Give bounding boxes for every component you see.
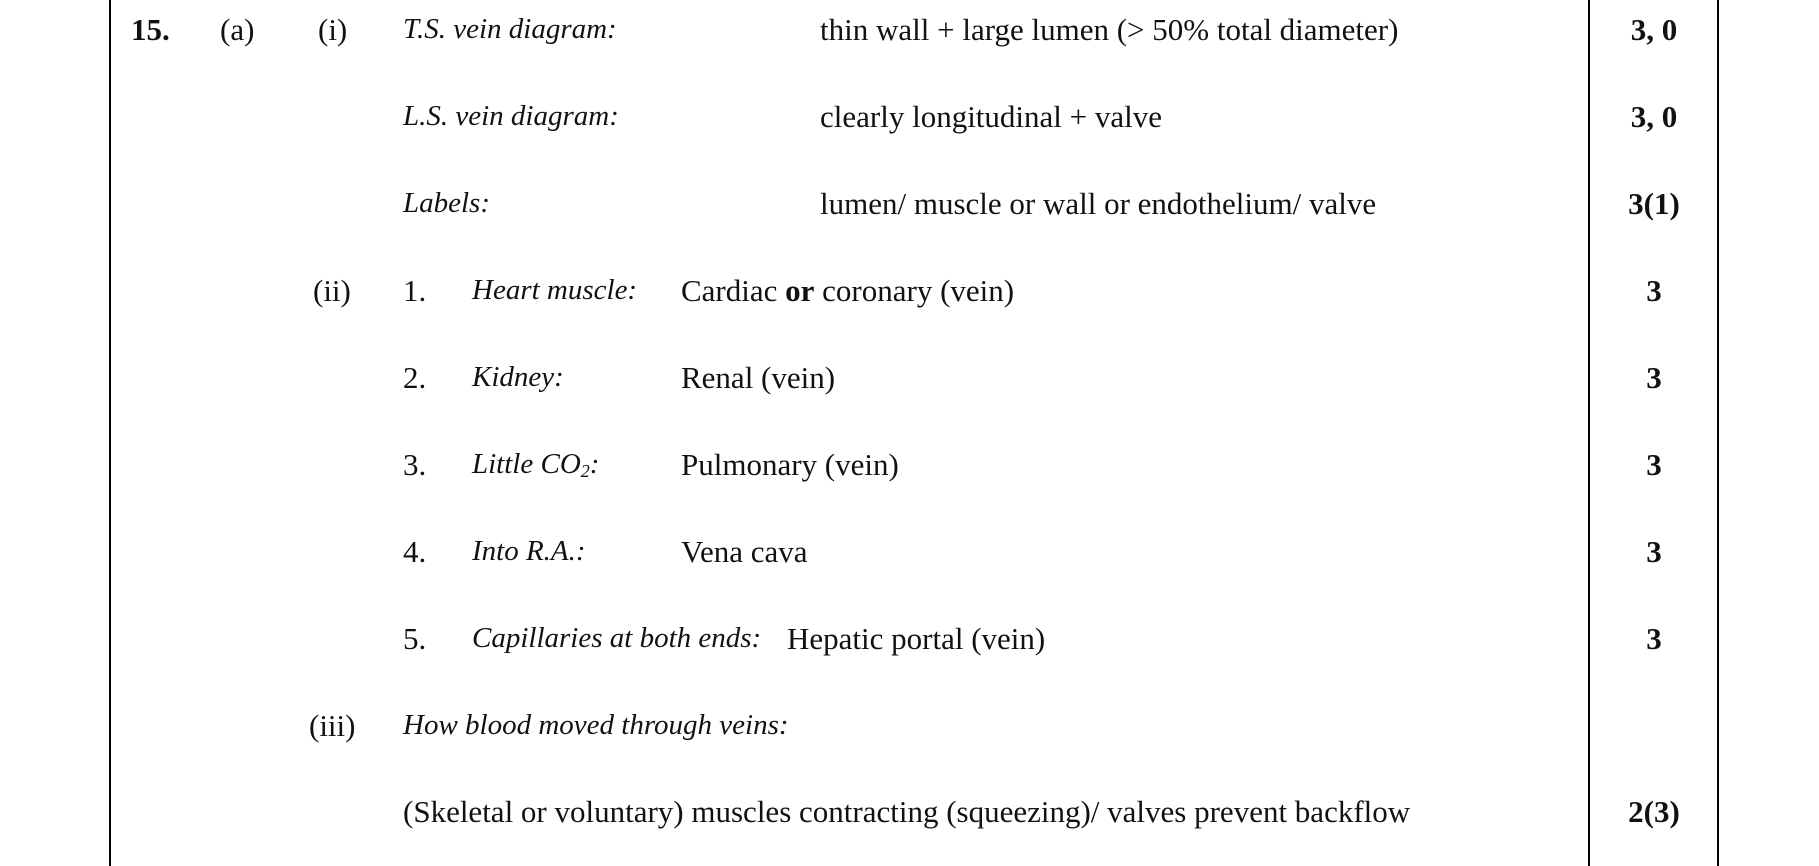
item-3-answer: Pulmonary (vein) — [681, 447, 899, 482]
item-1-answer-or: or — [785, 273, 815, 308]
item-2-answer: Renal (vein) — [681, 360, 836, 395]
ts-vein-prompt: T.S. vein diagram: — [403, 13, 617, 45]
blood-movement-answer: (Skeletal or voluntary) muscles contracting (squeezing)/ valves prevent backflow — [403, 794, 1411, 829]
item-1-number: 1. — [403, 273, 427, 308]
item-1-answer-a: Cardiac — [681, 273, 786, 308]
ts-vein-answer: thin wall + large lumen (> 50% total diameter) — [820, 12, 1399, 47]
ls-vein-mark: 3, 0 — [1630, 99, 1678, 134]
item-1-mark: 3 — [1646, 273, 1662, 308]
labels-mark: 3(1) — [1628, 186, 1680, 221]
item-5-mark: 3 — [1646, 621, 1662, 656]
item-5-prompt: Capillaries at both ends: — [472, 622, 762, 654]
subpart-iii-label: (iii) — [309, 708, 356, 743]
subpart-ii-label: (ii) — [313, 273, 351, 308]
item-4-mark: 3 — [1646, 534, 1662, 569]
item-5-answer: Hepatic portal (vein) — [787, 621, 1046, 656]
ls-vein-prompt: L.S. vein diagram: — [403, 100, 619, 132]
question-part: (a) — [220, 12, 255, 47]
question-number: 15. — [131, 12, 170, 47]
item-1-answer — [681, 275, 1014, 306]
table-left-border — [109, 0, 111, 866]
item-4-answer: Vena cava — [681, 534, 808, 569]
item-4-prompt: Into R.A.: — [472, 535, 586, 567]
item-2-mark: 3 — [1646, 360, 1662, 395]
item-5-number: 5. — [403, 621, 427, 656]
subpart-i-label: (i) — [318, 12, 348, 47]
item-3-prompt-post: : — [589, 448, 600, 480]
item-3-prompt-sub: 2 — [580, 461, 590, 481]
item-3-number: 3. — [403, 447, 427, 482]
labels-prompt: Labels: — [403, 187, 490, 219]
item-3-prompt — [472, 450, 599, 480]
blood-movement-prompt: How blood moved through veins: — [403, 709, 789, 741]
labels-answer: lumen/ muscle or wall or endothelium/ valve — [820, 186, 1377, 221]
item-3-mark: 3 — [1646, 447, 1662, 482]
item-2-prompt: Kidney: — [472, 361, 564, 393]
item-2-number: 2. — [403, 360, 427, 395]
item-3-prompt-pre: Little CO — [472, 448, 581, 480]
blood-movement-mark: 2(3) — [1628, 794, 1680, 829]
item-4-number: 4. — [403, 534, 427, 569]
ls-vein-answer: clearly longitudinal + valve — [820, 99, 1163, 134]
item-1-prompt: Heart muscle: — [472, 274, 638, 306]
item-1-answer-b: coronary (vein) — [814, 273, 1015, 308]
ts-vein-mark: 3, 0 — [1630, 12, 1678, 47]
